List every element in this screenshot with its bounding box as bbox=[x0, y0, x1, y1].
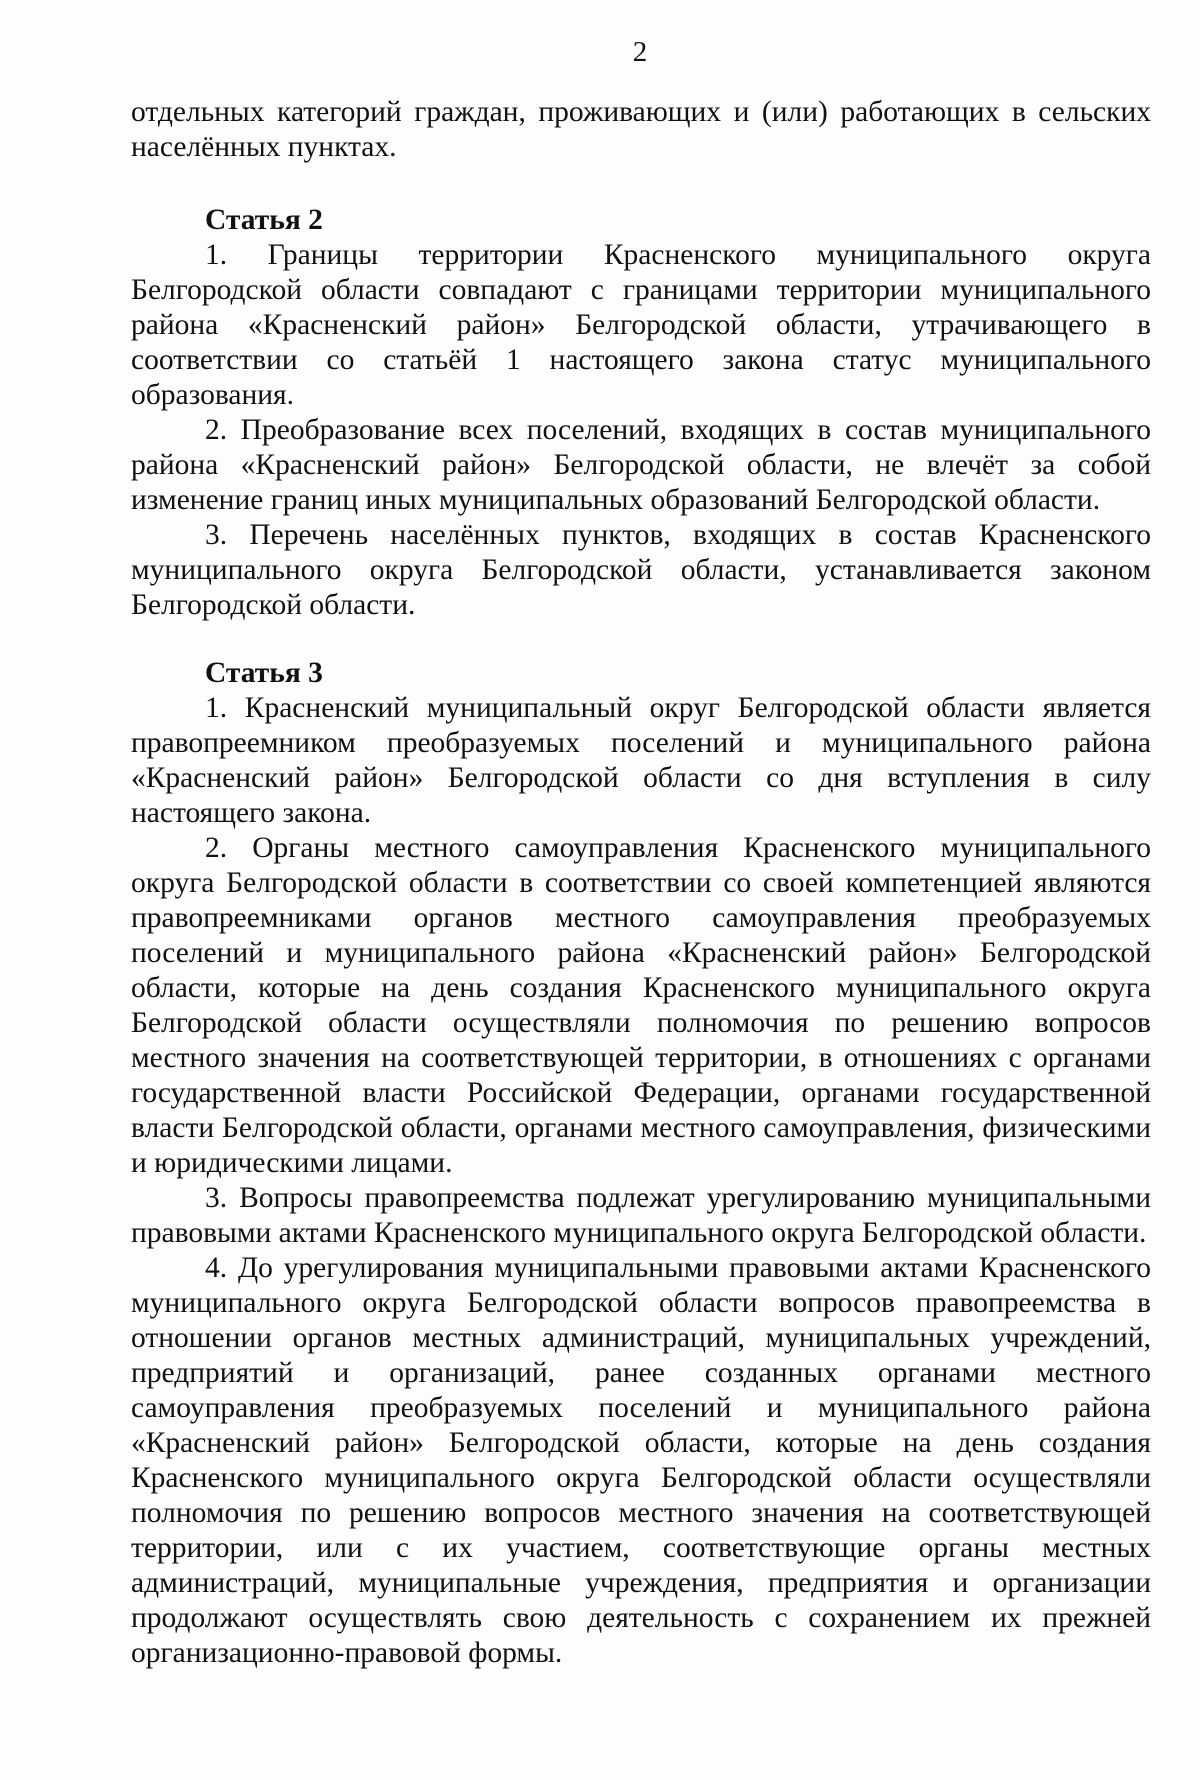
page-number: 2 bbox=[632, 36, 648, 68]
article-3 bbox=[131, 656, 1151, 1671]
article-3-paragraph-4: 4. До урегулирования муниципальными правовыми актами Красненского муниципального округа Белгородской области вопросов правопреемства в отношении органов местных администраций, муниципальных учреждений, предприятий и организаций, ранее созданных органами местного самоуправления преобразуемых поселений и муниципального района «Красненский район» Белгородской области, которые на день создания Красненского муниципального округа Белгородской области осуществляли полномочия по решению вопросов местного значения на соответствующей территории, или с их участием, соответствующие органы местных администраций, муниципальные учреждения, предприятия и организации продолжают осуществлять свою деятельность с сохранением их прежней организационно-правовой формы. bbox=[131, 1252, 1151, 1669]
article-2-paragraph-1: 1. Границы территории Красненского муниципального округа Белгородской области совпадают с границами территории муниципального района «Красненский район» Белгородской области, утрачивающего в соответствии со статьёй 1 настоящего закона статус муниципального образования. bbox=[131, 239, 1151, 411]
article-2-paragraph-2: 2. Преобразование всех поселений, входящих в состав муниципального района «Красненский район» Белгородской области, не влечёт за собой изменение границ иных муниципальных образований Белгородской области. bbox=[131, 414, 1151, 516]
article-2-heading: Статья 2 bbox=[205, 204, 323, 236]
article-3-paragraph-2: 2. Органы местного самоуправления Красненского муниципального округа Белгородской области в соответствии со своей компетенцией являются правопреемниками органов местного самоуправления преобразуемых поселений и муниципального района «Красненский район» Белгородской области, которые на день создания Красненского муниципального округа Белгородской области осуществляли полномочия по решению вопросов местного значения на соответствующей территории, в отношениях с органами государственной власти Российской Федерации, органами государственной власти Белгородской области, органами местного самоуправления, физическими и юридическими лицами. bbox=[131, 832, 1151, 1179]
intro-paragraph: отдельных категорий граждан, проживающих и (или) работающих в сельских населённых пунктах. bbox=[131, 96, 1151, 163]
article-3-paragraph-3: 3. Вопросы правопреемства подлежат урегулированию муниципальными правовыми актами Красненского муниципального округа Белгородской области. bbox=[131, 1182, 1151, 1249]
article-2-paragraph-3: 3. Перечень населённых пунктов, входящих в состав Красненского муниципального округа Белгородской области, устанавливается законом Белгородской области. bbox=[131, 519, 1151, 621]
article-3-heading: Статья 3 bbox=[205, 657, 323, 689]
article-3-paragraph-1: 1. Красненский муниципальный округ Белгородской области является правопреемником преобразуемых поселений и муниципального района «Красненский район» Белгородской области со дня вступления в силу настоящего закона. bbox=[131, 692, 1151, 829]
document-body bbox=[131, 95, 1151, 1671]
article-2 bbox=[131, 203, 1151, 623]
